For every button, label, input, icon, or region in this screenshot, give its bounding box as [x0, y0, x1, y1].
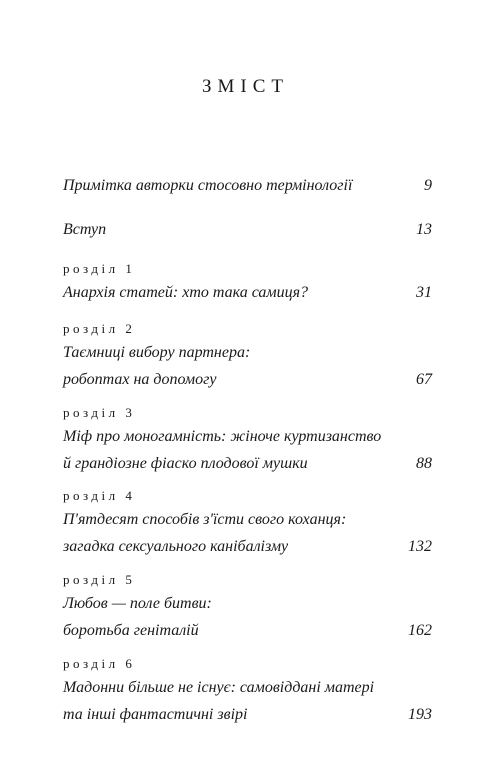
- toc-entry-line: [63, 423, 432, 450]
- toc-entry-title: Міф про моногамність: жіноче куртизанство: [63, 428, 382, 445]
- toc-entry-page-number: 193: [408, 706, 432, 723]
- toc-entry-page-number: 31: [416, 284, 432, 301]
- toc-entry-title-continued: та інші фантастичні звірі: [63, 706, 248, 723]
- chapter-label: розділ 1: [63, 261, 136, 276]
- toc-entry-line: [63, 450, 432, 477]
- toc-entry-line: [63, 701, 432, 728]
- toc-entry-chapter-2: [63, 319, 432, 393]
- toc-entry-line: [63, 366, 432, 393]
- toc-entry-intro: [63, 216, 432, 243]
- toc-entry-line: [63, 617, 432, 644]
- chapter-label: розділ 6: [63, 656, 136, 671]
- toc-entry-chapter-1: [63, 259, 432, 306]
- toc-entry-chapter-3: [63, 403, 432, 477]
- toc-entry-chapter-4: [63, 486, 432, 560]
- toc-entry-line: [63, 533, 432, 560]
- toc-entry-line: [63, 590, 432, 617]
- toc-entry-title: Мадонни більше не існує: самовіддані матері: [63, 679, 375, 696]
- toc-entry-title: Любов — поле битви:: [63, 595, 212, 612]
- toc-entry-chapter-5: [63, 570, 432, 644]
- toc-entry-page-number: 67: [416, 371, 432, 388]
- toc-entry-chapter-6: [63, 654, 432, 728]
- toc-entry-line: [63, 339, 432, 366]
- toc-entry-page-number: 9: [424, 177, 432, 194]
- toc-entry-line: [63, 216, 432, 243]
- toc-entry-title: Примітка авторки стосовно термінології: [63, 177, 353, 194]
- toc-entry-line: [63, 674, 432, 701]
- toc-entry-page-number: 162: [408, 622, 432, 639]
- toc-entry-page-number: 132: [408, 538, 432, 555]
- toc-entry-line: [63, 506, 432, 533]
- toc-entry-title-continued: боротьба геніталій: [63, 622, 199, 639]
- toc-entry-title-continued: загадка сексуального канібалізму: [63, 538, 289, 555]
- toc-entry-title: Вступ: [63, 221, 107, 238]
- chapter-label: розділ 3: [63, 405, 136, 420]
- toc-entry-author-note: [63, 172, 432, 199]
- chapter-label: розділ 4: [63, 488, 136, 503]
- toc-entry-title-continued: робоптах на допомогу: [63, 371, 217, 388]
- toc-entry-page-number: 13: [416, 221, 432, 238]
- toc-entry-page-number: 88: [416, 455, 432, 472]
- chapter-label: розділ 5: [63, 572, 136, 587]
- toc-entry-line: [63, 279, 432, 306]
- chapter-label: розділ 2: [63, 321, 136, 336]
- page-title: ЗМІСТ: [201, 76, 290, 97]
- toc-entry-title: Анархія статей: хто така самиця?: [63, 284, 309, 301]
- toc-entry-title-continued: й грандіозне фіаско плодової мушки: [63, 455, 308, 472]
- toc-entry-line: [63, 172, 432, 199]
- toc-entry-title: П'ятдесят способів з'їсти свого коханця:: [63, 511, 347, 528]
- toc-entry-title: Таємниці вибору партнера:: [63, 344, 251, 361]
